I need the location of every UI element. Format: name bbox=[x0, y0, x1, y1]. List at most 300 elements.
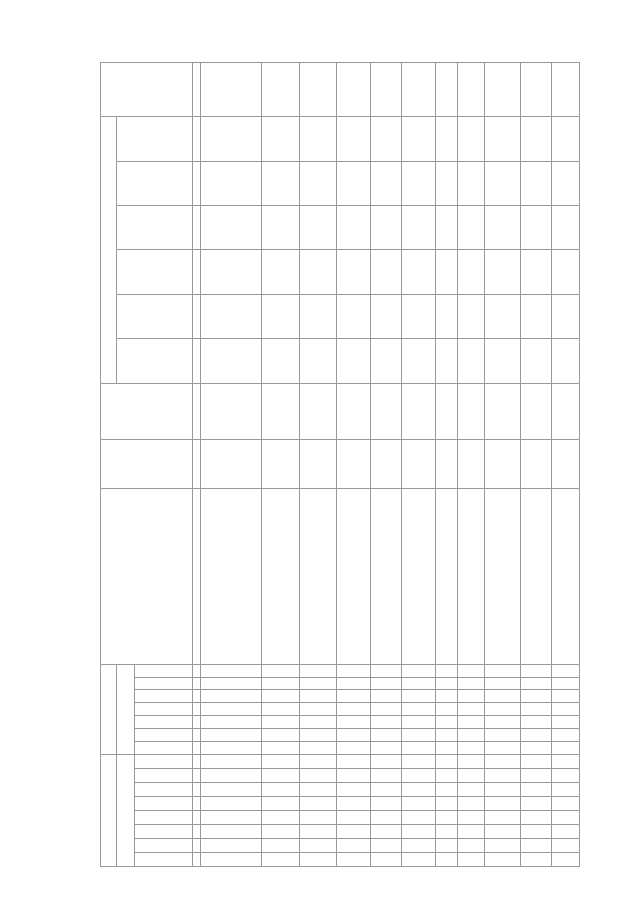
header-group-years bbox=[101, 117, 117, 384]
table-row bbox=[201, 63, 262, 867]
year-value-cell bbox=[336, 294, 370, 338]
class-code-cell bbox=[300, 754, 336, 768]
budget-code-cell bbox=[551, 741, 579, 754]
class-code-cell bbox=[201, 824, 262, 838]
budget-code-cell bbox=[521, 703, 551, 716]
budget-code-cell bbox=[551, 664, 579, 677]
column-number bbox=[193, 796, 201, 810]
class-code-cell bbox=[371, 824, 401, 838]
year-value-cell bbox=[521, 161, 551, 205]
budget-code-cell bbox=[521, 716, 551, 729]
class-code-cell bbox=[521, 838, 551, 852]
class-code-cell bbox=[261, 782, 300, 796]
header-group-codes bbox=[101, 754, 117, 866]
column-number bbox=[193, 729, 201, 742]
target-value-cell bbox=[551, 63, 579, 117]
header-year bbox=[117, 161, 193, 205]
budget-code-cell bbox=[521, 677, 551, 690]
budget-code-cell bbox=[261, 677, 300, 690]
class-code-cell bbox=[201, 852, 262, 866]
class-code-cell bbox=[521, 852, 551, 866]
year-value-cell bbox=[458, 117, 484, 161]
budget-code-cell bbox=[401, 716, 435, 729]
class-code-cell bbox=[261, 838, 300, 852]
class-code-cell bbox=[336, 782, 370, 796]
class-code-cell bbox=[336, 768, 370, 782]
year-value-cell bbox=[401, 294, 435, 338]
indicator-unit bbox=[401, 440, 435, 489]
year-value-cell bbox=[458, 294, 484, 338]
class-code-cell bbox=[458, 824, 484, 838]
year-value-cell bbox=[336, 339, 370, 383]
class-code-cell bbox=[484, 838, 520, 852]
column-number bbox=[193, 294, 201, 338]
year-value-cell bbox=[484, 250, 520, 294]
target-value-cell bbox=[458, 63, 484, 117]
budget-code-cell bbox=[551, 703, 579, 716]
class-code-cell bbox=[371, 838, 401, 852]
budget-code-cell bbox=[336, 690, 370, 703]
column-number bbox=[193, 810, 201, 824]
indicator-base-value bbox=[371, 383, 401, 439]
budget-code-cell bbox=[371, 729, 401, 742]
year-value-cell bbox=[300, 206, 336, 250]
class-code-cell bbox=[458, 782, 484, 796]
table-row bbox=[300, 63, 336, 867]
header-class-code bbox=[135, 754, 193, 768]
column-number bbox=[193, 440, 201, 489]
indicator-unit bbox=[484, 440, 520, 489]
indicator-unit bbox=[201, 440, 262, 489]
budget-code-cell bbox=[436, 664, 458, 677]
header-class-code bbox=[135, 796, 193, 810]
class-code-cell bbox=[551, 768, 579, 782]
header-year bbox=[117, 117, 193, 161]
class-code-cell bbox=[551, 782, 579, 796]
year-value-cell bbox=[201, 161, 262, 205]
budget-code-cell bbox=[300, 729, 336, 742]
year-value-cell bbox=[371, 206, 401, 250]
class-code-cell bbox=[336, 754, 370, 768]
column-number bbox=[193, 117, 201, 161]
year-value-cell bbox=[201, 206, 262, 250]
class-code-cell bbox=[521, 754, 551, 768]
class-code-cell bbox=[484, 810, 520, 824]
budget-code-cell bbox=[336, 703, 370, 716]
budget-code-cell bbox=[371, 716, 401, 729]
class-code-cell bbox=[436, 838, 458, 852]
indicator-base-value bbox=[401, 383, 435, 439]
class-code-cell bbox=[371, 796, 401, 810]
year-value-cell bbox=[458, 339, 484, 383]
header-budget-code bbox=[135, 664, 193, 677]
year-value-cell bbox=[371, 161, 401, 205]
budget-code-cell bbox=[484, 729, 520, 742]
budget-code-cell bbox=[261, 703, 300, 716]
year-value-cell bbox=[551, 339, 579, 383]
class-code-cell bbox=[371, 810, 401, 824]
class-code-cell bbox=[484, 824, 520, 838]
year-value-cell bbox=[436, 250, 458, 294]
indicator-unit bbox=[521, 440, 551, 489]
budget-code-cell bbox=[371, 703, 401, 716]
budget-code-cell bbox=[300, 677, 336, 690]
column-number bbox=[193, 703, 201, 716]
budget-code-cell bbox=[436, 741, 458, 754]
year-value-cell bbox=[401, 250, 435, 294]
indicator-unit bbox=[458, 440, 484, 489]
class-code-cell bbox=[261, 810, 300, 824]
year-value-cell bbox=[521, 339, 551, 383]
table-row bbox=[484, 63, 520, 867]
class-code-cell bbox=[484, 796, 520, 810]
header-budget-code bbox=[135, 716, 193, 729]
class-code-cell bbox=[300, 768, 336, 782]
year-value-cell bbox=[336, 250, 370, 294]
class-code-cell bbox=[551, 754, 579, 768]
column-number bbox=[193, 63, 201, 117]
header-class-code bbox=[135, 838, 193, 852]
column-number bbox=[193, 741, 201, 754]
year-value-cell bbox=[436, 339, 458, 383]
class-code-cell bbox=[401, 852, 435, 866]
year-value-cell bbox=[261, 161, 300, 205]
indicator-base-value bbox=[521, 383, 551, 439]
year-value-cell bbox=[300, 294, 336, 338]
year-value-cell bbox=[371, 339, 401, 383]
year-value-cell bbox=[401, 339, 435, 383]
budget-code-cell bbox=[201, 716, 262, 729]
budget-code-cell bbox=[336, 664, 370, 677]
column-number bbox=[193, 664, 201, 677]
budget-code-cell bbox=[458, 703, 484, 716]
class-code-cell bbox=[458, 810, 484, 824]
indicator-description bbox=[484, 489, 520, 665]
table-row bbox=[458, 63, 484, 867]
class-code-cell bbox=[551, 852, 579, 866]
class-code-cell bbox=[436, 782, 458, 796]
class-code-cell bbox=[551, 796, 579, 810]
target-value-cell bbox=[401, 63, 435, 117]
class-code-cell bbox=[336, 810, 370, 824]
budget-code-cell bbox=[551, 690, 579, 703]
class-code-cell bbox=[551, 824, 579, 838]
header-unit bbox=[101, 440, 193, 489]
column-number bbox=[193, 677, 201, 690]
year-value-cell bbox=[551, 206, 579, 250]
year-value-cell bbox=[336, 206, 370, 250]
year-value-cell bbox=[551, 161, 579, 205]
class-code-cell bbox=[551, 838, 579, 852]
budget-code-cell bbox=[401, 690, 435, 703]
year-value-cell bbox=[401, 161, 435, 205]
class-code-cell bbox=[300, 852, 336, 866]
budget-code-cell bbox=[300, 664, 336, 677]
column-number bbox=[193, 690, 201, 703]
indicator-description bbox=[261, 489, 300, 665]
header-year bbox=[117, 206, 193, 250]
header-target bbox=[101, 63, 193, 117]
class-code-cell bbox=[261, 824, 300, 838]
class-code-cell bbox=[484, 852, 520, 866]
indicator-unit bbox=[261, 440, 300, 489]
class-code-cell bbox=[436, 768, 458, 782]
year-value-cell bbox=[401, 117, 435, 161]
budget-code-cell bbox=[371, 677, 401, 690]
header-group-budget-codes bbox=[101, 664, 117, 754]
budget-code-cell bbox=[371, 690, 401, 703]
rotated-table-frame bbox=[100, 62, 580, 867]
indicator-description bbox=[551, 489, 579, 665]
indicator-description bbox=[458, 489, 484, 665]
table-row bbox=[371, 63, 401, 867]
indicator-description bbox=[300, 489, 336, 665]
budget-code-cell bbox=[436, 716, 458, 729]
header-class-code bbox=[135, 810, 193, 824]
class-code-cell bbox=[521, 810, 551, 824]
class-code-cell bbox=[300, 782, 336, 796]
budget-code-cell bbox=[436, 677, 458, 690]
class-code-cell bbox=[436, 824, 458, 838]
program-indicators-table bbox=[100, 62, 580, 867]
class-code-cell bbox=[401, 810, 435, 824]
header-base-value bbox=[101, 383, 193, 439]
class-code-cell bbox=[261, 796, 300, 810]
budget-code-cell bbox=[521, 741, 551, 754]
class-code-cell bbox=[401, 782, 435, 796]
year-value-cell bbox=[484, 294, 520, 338]
year-value-cell bbox=[401, 206, 435, 250]
indicator-base-value bbox=[551, 383, 579, 439]
budget-code-cell bbox=[436, 703, 458, 716]
column-number bbox=[193, 852, 201, 866]
year-value-cell bbox=[300, 250, 336, 294]
year-value-cell bbox=[261, 294, 300, 338]
class-code-cell bbox=[521, 768, 551, 782]
budget-code-cell bbox=[458, 664, 484, 677]
year-value-cell bbox=[551, 294, 579, 338]
budget-code-cell bbox=[458, 690, 484, 703]
class-code-cell bbox=[521, 782, 551, 796]
budget-code-cell bbox=[201, 729, 262, 742]
indicator-base-value bbox=[458, 383, 484, 439]
year-value-cell bbox=[521, 250, 551, 294]
budget-code-cell bbox=[336, 677, 370, 690]
budget-code-cell bbox=[401, 741, 435, 754]
indicator-base-value bbox=[201, 383, 262, 439]
budget-code-cell bbox=[300, 703, 336, 716]
budget-code-cell bbox=[336, 741, 370, 754]
budget-code-cell bbox=[336, 716, 370, 729]
year-value-cell bbox=[484, 339, 520, 383]
year-value-cell bbox=[521, 294, 551, 338]
budget-code-cell bbox=[261, 716, 300, 729]
target-value-cell bbox=[436, 63, 458, 117]
class-code-cell bbox=[401, 796, 435, 810]
year-value-cell bbox=[521, 117, 551, 161]
year-value-cell bbox=[300, 339, 336, 383]
class-code-cell bbox=[300, 796, 336, 810]
budget-code-cell bbox=[484, 703, 520, 716]
target-value-cell bbox=[371, 63, 401, 117]
budget-code-cell bbox=[436, 729, 458, 742]
budget-code-cell bbox=[551, 677, 579, 690]
class-code-cell bbox=[484, 782, 520, 796]
column-number bbox=[193, 206, 201, 250]
year-value-cell bbox=[458, 250, 484, 294]
header-budget-code bbox=[135, 703, 193, 716]
class-code-cell bbox=[436, 852, 458, 866]
budget-code-cell bbox=[300, 741, 336, 754]
budget-code-cell bbox=[261, 664, 300, 677]
indicator-base-value bbox=[336, 383, 370, 439]
class-code-cell bbox=[521, 796, 551, 810]
class-code-cell bbox=[401, 768, 435, 782]
class-code-cell bbox=[521, 824, 551, 838]
budget-code-cell bbox=[458, 677, 484, 690]
budget-code-cell bbox=[401, 729, 435, 742]
table-row bbox=[401, 63, 435, 867]
target-value-cell bbox=[201, 63, 262, 117]
year-value-cell bbox=[521, 206, 551, 250]
budget-code-cell bbox=[261, 690, 300, 703]
class-code-cell bbox=[336, 852, 370, 866]
class-code-cell bbox=[201, 838, 262, 852]
target-value-cell bbox=[261, 63, 300, 117]
year-value-cell bbox=[201, 250, 262, 294]
year-value-cell bbox=[551, 117, 579, 161]
column-number bbox=[193, 339, 201, 383]
column-number bbox=[193, 838, 201, 852]
budget-code-cell bbox=[551, 729, 579, 742]
header-budget-code bbox=[135, 741, 193, 754]
indicator-base-value bbox=[300, 383, 336, 439]
year-value-cell bbox=[371, 250, 401, 294]
budget-code-cell bbox=[484, 741, 520, 754]
class-code-cell bbox=[336, 824, 370, 838]
budget-code-cell bbox=[201, 741, 262, 754]
year-value-cell bbox=[300, 161, 336, 205]
year-value-cell bbox=[261, 117, 300, 161]
class-code-cell bbox=[201, 754, 262, 768]
class-code-cell bbox=[458, 852, 484, 866]
column-number bbox=[193, 782, 201, 796]
column-number bbox=[193, 383, 201, 439]
class-code-cell bbox=[336, 796, 370, 810]
header-year bbox=[117, 250, 193, 294]
column-number bbox=[193, 161, 201, 205]
class-code-cell bbox=[484, 768, 520, 782]
header-class-code bbox=[135, 768, 193, 782]
indicator-unit bbox=[371, 440, 401, 489]
year-value-cell bbox=[201, 117, 262, 161]
indicator-base-value bbox=[436, 383, 458, 439]
header-group-program-codes bbox=[117, 754, 135, 866]
year-value-cell bbox=[436, 206, 458, 250]
table-row bbox=[551, 63, 579, 867]
budget-code-cell bbox=[261, 729, 300, 742]
year-value-cell bbox=[261, 339, 300, 383]
header-budget-code bbox=[135, 690, 193, 703]
budget-code-cell bbox=[336, 729, 370, 742]
class-code-cell bbox=[401, 824, 435, 838]
budget-code-cell bbox=[201, 677, 262, 690]
header-description bbox=[101, 489, 193, 665]
year-value-cell bbox=[436, 161, 458, 205]
budget-code-cell bbox=[401, 677, 435, 690]
column-number bbox=[193, 489, 201, 665]
indicator-description bbox=[401, 489, 435, 665]
budget-code-cell bbox=[371, 664, 401, 677]
indicator-description bbox=[521, 489, 551, 665]
year-value-cell bbox=[484, 206, 520, 250]
year-value-cell bbox=[201, 294, 262, 338]
column-number bbox=[193, 768, 201, 782]
year-value-cell bbox=[371, 117, 401, 161]
budget-code-cell bbox=[521, 729, 551, 742]
year-value-cell bbox=[261, 250, 300, 294]
budget-code-cell bbox=[401, 664, 435, 677]
class-code-cell bbox=[261, 852, 300, 866]
header-class-code bbox=[135, 852, 193, 866]
year-value-cell bbox=[436, 294, 458, 338]
class-code-cell bbox=[371, 768, 401, 782]
column-number bbox=[193, 250, 201, 294]
year-value-cell bbox=[458, 161, 484, 205]
year-value-cell bbox=[484, 117, 520, 161]
class-code-cell bbox=[551, 810, 579, 824]
target-value-cell bbox=[300, 63, 336, 117]
year-value-cell bbox=[436, 117, 458, 161]
year-value-cell bbox=[336, 161, 370, 205]
budget-code-cell bbox=[436, 690, 458, 703]
target-value-cell bbox=[484, 63, 520, 117]
table-row bbox=[336, 63, 370, 867]
class-code-cell bbox=[371, 782, 401, 796]
class-code-cell bbox=[458, 796, 484, 810]
budget-code-cell bbox=[484, 677, 520, 690]
class-code-cell bbox=[336, 838, 370, 852]
budget-code-cell bbox=[458, 716, 484, 729]
class-code-cell bbox=[201, 796, 262, 810]
indicator-description bbox=[336, 489, 370, 665]
budget-code-cell bbox=[261, 741, 300, 754]
budget-code-cell bbox=[201, 664, 262, 677]
indicator-description bbox=[371, 489, 401, 665]
indicator-description bbox=[201, 489, 262, 665]
indicator-unit bbox=[300, 440, 336, 489]
class-code-cell bbox=[436, 796, 458, 810]
header-budget-code bbox=[135, 729, 193, 742]
indicator-unit bbox=[551, 440, 579, 489]
indicator-base-value bbox=[261, 383, 300, 439]
budget-code-cell bbox=[300, 690, 336, 703]
table-body bbox=[201, 63, 580, 867]
class-code-cell bbox=[436, 754, 458, 768]
budget-code-cell bbox=[201, 690, 262, 703]
indicator-unit bbox=[436, 440, 458, 489]
class-code-cell bbox=[484, 754, 520, 768]
budget-code-cell bbox=[401, 703, 435, 716]
year-value-cell bbox=[371, 294, 401, 338]
class-code-cell bbox=[300, 810, 336, 824]
target-value-cell bbox=[521, 63, 551, 117]
year-value-cell bbox=[201, 339, 262, 383]
budget-code-cell bbox=[371, 741, 401, 754]
budget-code-cell bbox=[484, 716, 520, 729]
header-class-code bbox=[135, 824, 193, 838]
budget-code-cell bbox=[300, 716, 336, 729]
